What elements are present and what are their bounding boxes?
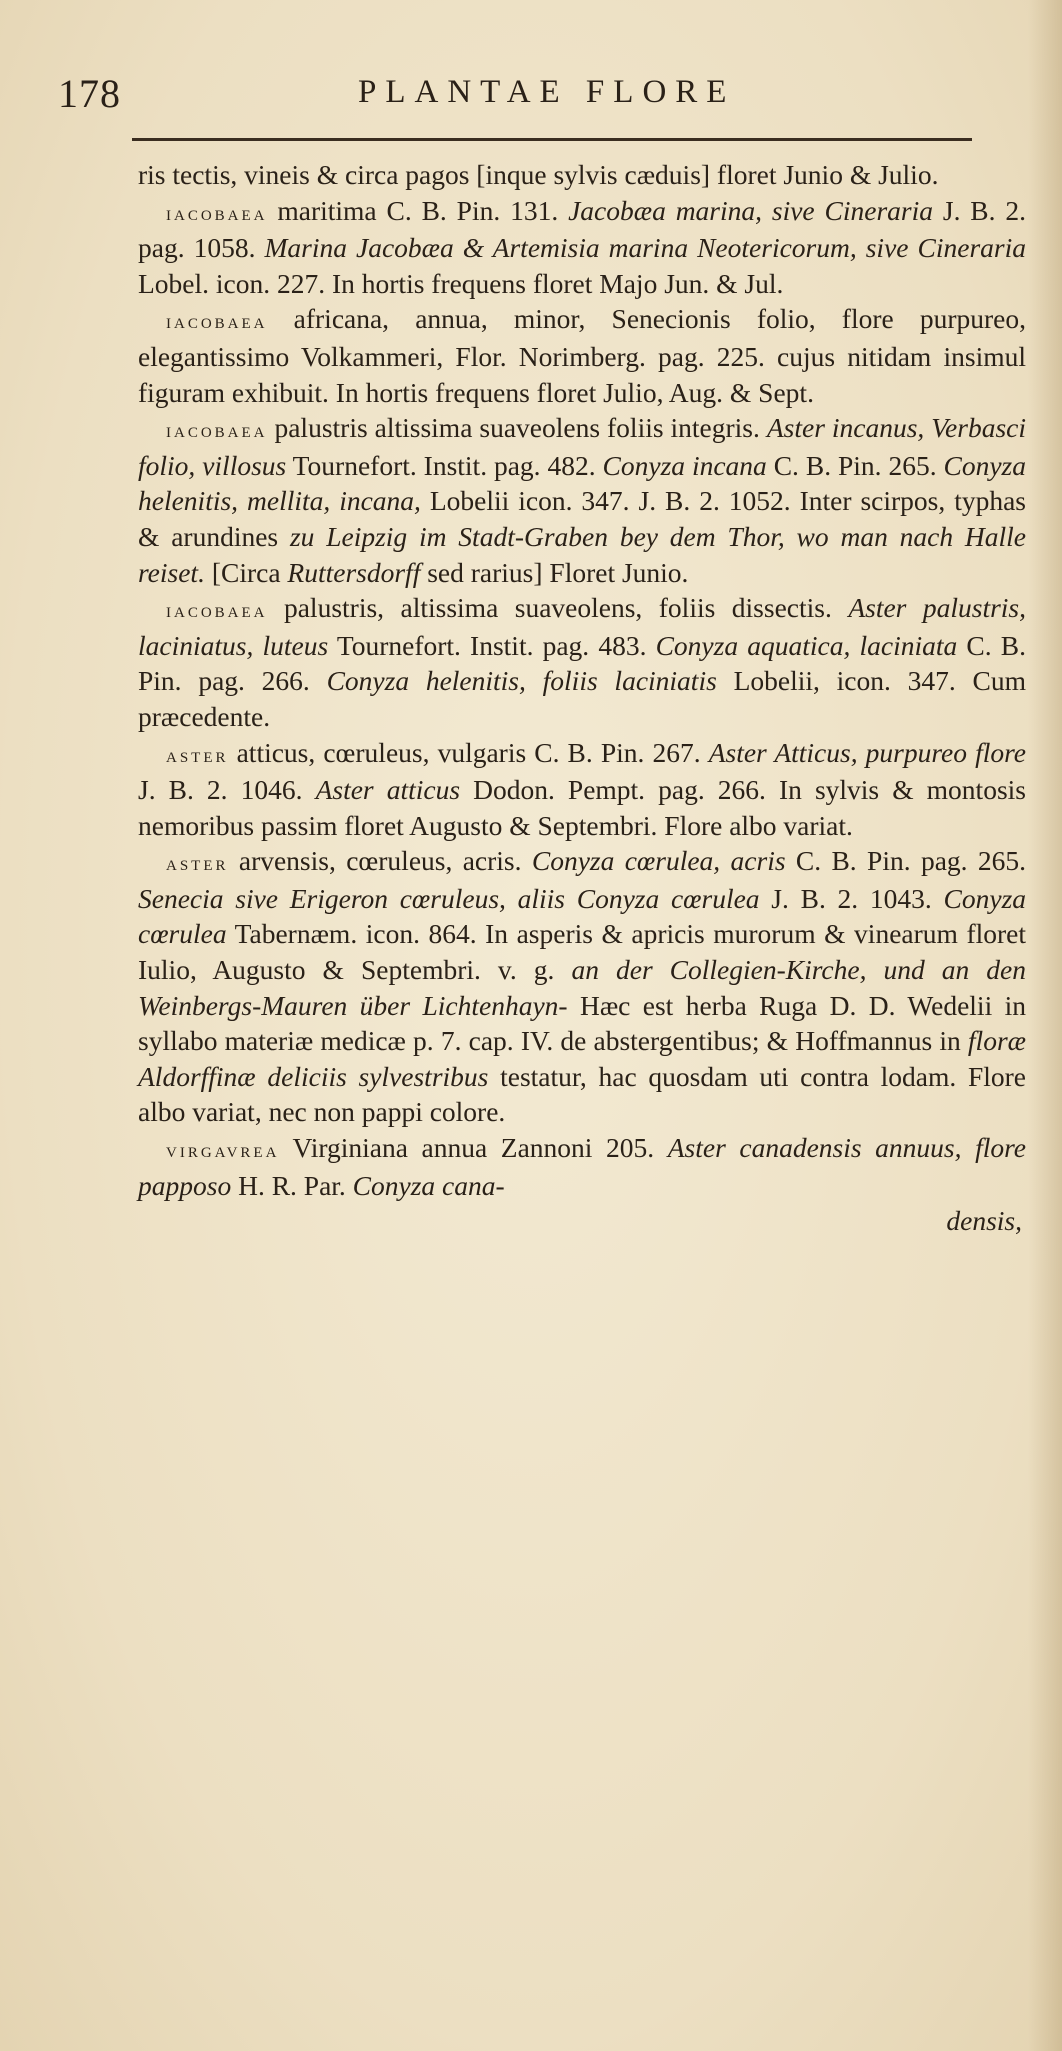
text-run: J. B. 2. pag. 1058. <box>138 194 1027 264</box>
entry-paragraph <box>138 410 1026 590</box>
page-edge-shadow <box>1028 0 1062 2051</box>
italic-text: Conyza aquatica, laciniata <box>655 629 958 661</box>
text-run: Lobelii, icon. 347. Cum præcedente. <box>138 665 1026 732</box>
text-run: H. R. Par. <box>231 1169 353 1201</box>
text-run: sed rarius] Floret Junio. <box>420 556 689 588</box>
text-run: Dodon. Pempt. pag. 266. In sylvis & montosis nemoribus passim floret Augusto & Septembri. Flore albo variat. <box>138 774 1026 841</box>
italic-text: Aster Atticus, purpureo flore <box>708 736 1026 768</box>
italic-text: zu Leipzig im Stadt-Graben bey dem Thor, wo man nach Halle reiset. <box>138 520 1026 588</box>
text-run: palustris altissima suaveolens foliis integris. <box>267 412 767 444</box>
italic-text: Conyza incana <box>602 449 767 481</box>
italic-text: Conyza cœrulea, acris <box>531 845 786 877</box>
entry-paragraph <box>138 843 1026 1130</box>
text-run: ris tectis, vineis & circa pagos [inque sylvis cæduis] floret Junio & Julio. <box>138 159 939 190</box>
text-run: [Circa <box>204 556 288 588</box>
italic-text: Ruttersdorff <box>287 556 421 588</box>
text-run: C. B. Pin. pag. 265. <box>785 845 1027 877</box>
text-run: C. B. Pin. pag. 266. <box>138 629 1026 697</box>
italic-text: Senecia sive Erigeron cœruleus, aliis Conyza cœrulea <box>138 882 760 914</box>
entry-paragraph <box>138 1130 1026 1203</box>
italic-text: Aster atticus <box>315 774 461 806</box>
text-run: Tournefort. Instit. pag. 483. <box>328 629 656 661</box>
text-run: atticus, cœruleus, vulgaris C. B. Pin. 267. <box>228 736 709 768</box>
italic-text: floræ Aldorffinæ deliciis sylvestribus <box>138 1025 1026 1092</box>
entry-paragraph <box>138 735 1026 844</box>
entry-headword: iacobaea <box>166 417 268 443</box>
entry-paragraph <box>138 193 1026 302</box>
body-text <box>138 157 1026 1239</box>
text-run: J. B. 2. 1046. <box>138 774 316 806</box>
text-run: Hæc est herba Ruga D. D. Wedelii in syllabo materiæ medicæ p. 7. cap. IV. de abstergentibus; & Hoffmannus in <box>138 989 1027 1057</box>
entry-headword: aster <box>166 850 229 876</box>
text-run: palustris, altissima suaveolens, foliis dissectis. <box>267 592 849 624</box>
entry-headword: iacobaea <box>166 199 268 225</box>
italic-text: Conyza helenitis, foliis laciniatis <box>326 665 717 697</box>
page-number: 178 <box>58 71 121 116</box>
italic-text: an der Collegien-Kirche, und an den Weinbergs-Mauren über Lichtenhayn- <box>138 954 1026 1021</box>
text-run: Lobelii icon. 347. J. B. 2. 1052. Inter scirpos, typhas & arundines <box>138 485 1027 552</box>
text-run: Tournefort. Instit. pag. 482. <box>286 449 603 481</box>
text-run: testatur, hac quosdam uti contra lodam. Flore albo variat, nec non pappi colore. <box>138 1060 1026 1128</box>
entry-headword: iacobaea <box>166 308 268 334</box>
text-run: maritima C. B. Pin. 131. <box>267 194 569 226</box>
text-run: C. B. Pin. 265. <box>766 449 944 481</box>
text-run: Lobel. icon. 227. In hortis frequens floret Majo Jun. & Jul. <box>138 267 784 299</box>
italic-text: Aster incanus, Verbasci folio, villosus <box>138 412 1026 481</box>
text-run: Virginiana annua Zannoni 205. <box>279 1132 668 1164</box>
entry-headword: aster <box>166 741 229 767</box>
italic-text: Aster palustris, laciniatus, luteus <box>138 592 1027 661</box>
header-rule <box>132 138 972 141</box>
text-run: africana, annua, minor, Senecionis folio, flore purpureo, elegantissimo Volkammeri, Flor. Norimberg. pag. 225. cujus nitidam insimul figuram exhibuit. In hortis frequens floret Julio, Aug. & Sept. <box>138 303 1026 408</box>
entry-paragraph <box>138 301 1026 410</box>
catchword: densis, <box>946 1205 1022 1237</box>
text-run: arvensis, cœruleus, acris. <box>228 845 532 877</box>
running-head: PLANTAE FLORE <box>358 74 736 110</box>
entry-paragraph <box>138 590 1026 734</box>
continued-paragraph <box>138 157 1026 193</box>
italic-text: Conyza helenitis, mellita, incana, <box>138 449 1026 517</box>
entry-headword: iacobaea <box>166 597 268 623</box>
text-run: Tabernæm. icon. 864. In asperis & apricis murorum & vinearum floret Iulio, Augusto & Septembri. v. g. <box>138 918 1026 986</box>
page-header <box>58 70 1018 120</box>
italic-text: Jacobæa marina, sive Cineraria <box>568 194 933 226</box>
italic-text: Aster canadensis annuus, flore papposo <box>138 1132 1026 1201</box>
italic-text: Conyza cœrulea <box>138 882 1027 950</box>
entry-headword: virgavrea <box>166 1137 280 1163</box>
italic-text: Conyza cana- <box>352 1169 505 1201</box>
text-run: J. B. 2. 1043. <box>759 882 944 914</box>
italic-text: Marina Jacobæa & Artemisia marina Neotericorum, sive Cineraria <box>264 232 1026 264</box>
